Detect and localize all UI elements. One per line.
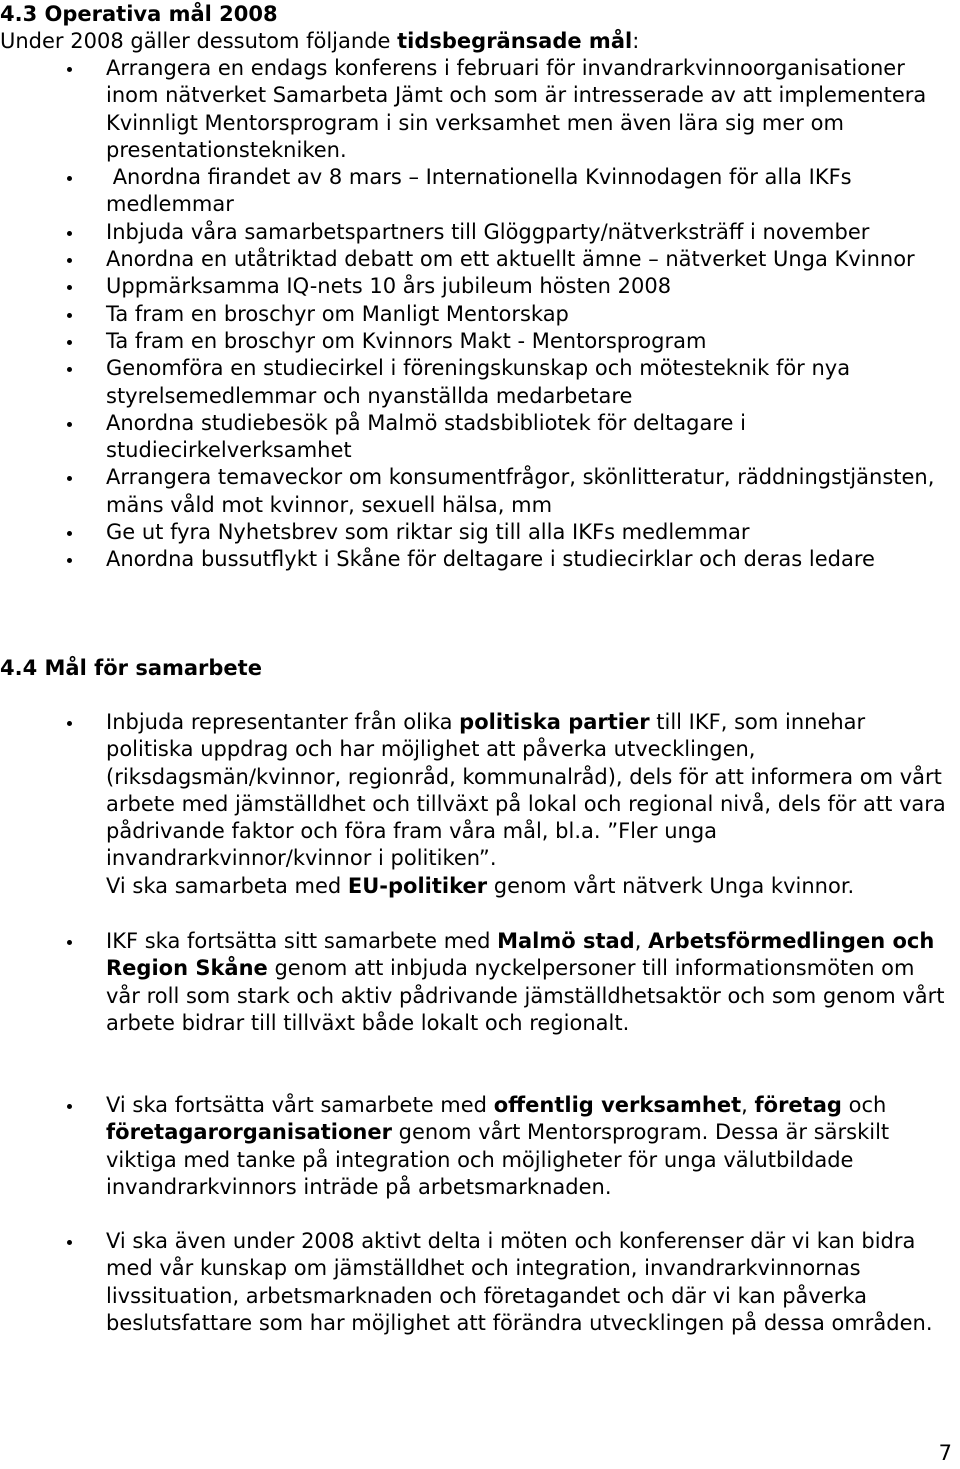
- list-item: [0, 328, 950, 355]
- section-heading-4-4: 4.4 Mål för samarbete: [0, 656, 262, 680]
- bold-run: offentlig verksamhet: [493, 1093, 742, 1117]
- intro-text: Under 2008 gäller dessutom följande: [0, 29, 398, 53]
- list-item-text: Anordna studiebesök på Malmö stadsbibliotek för deltagare i studiecirkelverksamhet: [106, 410, 746, 463]
- list-item: [0, 464, 950, 519]
- bold-run: företagarorganisationer: [106, 1120, 392, 1145]
- list-item: [0, 246, 950, 273]
- intro-bold: tidsbegränsade mål: [397, 29, 633, 53]
- list-item-text: Ta fram en broschyr om Manligt Mentorskap: [106, 301, 569, 326]
- text-run: IKF ska fortsätta sitt samarbete med: [106, 929, 498, 953]
- text-run: Vi ska fortsätta vårt samarbete med: [106, 1093, 494, 1117]
- list-item-text: Anordna en utåtriktad debatt om ett aktuellt ämne – nätverket Unga Kvinnor: [106, 247, 915, 272]
- bold-run: företag: [754, 1093, 842, 1117]
- bold-run: Arbetsförmedlingen och Region Skåne: [106, 929, 935, 981]
- collaboration-bullet-3: [0, 1092, 950, 1201]
- list-item-text: Uppmärksamma IQ-nets 10 års jubileum hösten 2008: [106, 274, 672, 299]
- list-item-text: Arrangera temaveckor om konsumentfrågor, skönlitteratur, räddningstjänsten, mäns våld mot kvinnor, sexuell hälsa, mm: [106, 465, 935, 517]
- list-item: [0, 1092, 950, 1201]
- list-item: [0, 1228, 950, 1337]
- list-item-text: Inbjuda våra samarbetspartners till Glöggparty/nätverksträff i november: [106, 219, 870, 244]
- list-item: [0, 928, 950, 1037]
- bold-run: politiska partier: [459, 710, 650, 734]
- list-item: [0, 355, 950, 410]
- text-run: och: [841, 1093, 887, 1117]
- text-run: genom vårt Mentorsprogram. Dessa är särskilt viktiga med tanke på integration och möjligheter för unga välutbildade invandrarkvinnors inträde på arbetsmarknaden.: [106, 1120, 890, 1199]
- text-run: Vi ska samarbeta med: [106, 873, 348, 898]
- intro-end: :: [632, 29, 640, 53]
- text-run: till IKF, som innehar politiska uppdrag och har möjlighet att påverka utvecklingen, (riksdagsmän/kvinnor, regionråd, kommunalråd), dels för att informera om vårt arbete med jämställdhet och tillväxt på lokal och regional nivå, dels för att vara pådrivande faktor och föra fram våra mål, bl.a. ”Fler unga invandrarkvinnor/kvinnor i politiken”.: [106, 710, 946, 871]
- section-intro: [0, 28, 639, 55]
- collaboration-bullet-2: [0, 928, 950, 1037]
- list-item-text: Ta fram en broschyr om Kvinnors Makt - Mentorsprogram: [106, 328, 707, 353]
- operative-goals-list: [0, 55, 950, 574]
- list-item-text: Arrangera en endags konferens i februari för invandrarkvinnoorganisationer inom nätverket Samarbeta Jämt och som är intresserade av att implementera Kvinnligt Mentorsprogram i sin verksamhet men även lära sig mer om presentationstekniken.: [106, 56, 927, 162]
- collaboration-bullet-1: [0, 709, 950, 900]
- list-item-text: Anordna bussutflykt i Skåne för deltagare i studiecirklar och deras ledare: [106, 547, 875, 572]
- list-item-text: Genomföra en studiecirkel i föreningskunskap och mötesteknik för nya styrelsemedlemmar och nyanställda medarbetare: [106, 356, 851, 408]
- section-heading-4-3: 4.3 Operativa mål 2008: [0, 2, 278, 26]
- bold-run: Malmö stad: [497, 929, 635, 953]
- text-run: ,: [741, 1093, 755, 1117]
- list-item: [0, 273, 950, 300]
- list-item: [0, 55, 950, 164]
- list-item: [0, 410, 950, 465]
- text-run: genom vårt nätverk Unga kvinnor.: [487, 873, 855, 898]
- list-item: [0, 219, 950, 246]
- text-run: Inbjuda representanter från olika: [106, 710, 460, 734]
- list-item: [0, 709, 950, 900]
- list-item-text: Ge ut fyra Nyhetsbrev som riktar sig till alla IKFs medlemmar: [106, 520, 750, 545]
- list-item: [0, 164, 950, 219]
- list-item-text: Anordna firandet av 8 mars – Internationella Kvinnodagen för alla IKFs medlemmar: [106, 165, 859, 217]
- collaboration-bullet-4: [0, 1228, 950, 1337]
- bold-run: EU-politiker: [347, 873, 488, 898]
- text-run: ,: [634, 929, 649, 953]
- list-item: [0, 301, 950, 328]
- list-item: [0, 519, 950, 546]
- text-run: Vi ska även under 2008 aktivt delta i möten och konferenser där vi kan bidra med vår kunskap om jämställdhet och integration, invandrarkvinnornas livssituation, arbetsmarknaden och företagandet och där vi kan påverka beslutsfattare som har möjlighet att förändra utvecklingen på dessa områden.: [106, 1229, 933, 1335]
- page-number: 7: [938, 1441, 952, 1465]
- text-run: genom att inbjuda nyckelpersoner till informationsmöten om vår roll som stark och aktiv pådrivande jämställdhetsaktör och som genom vårt arbete bidrar till tillväxt både lokalt och regionalt.: [106, 956, 945, 1035]
- list-item: [0, 546, 950, 573]
